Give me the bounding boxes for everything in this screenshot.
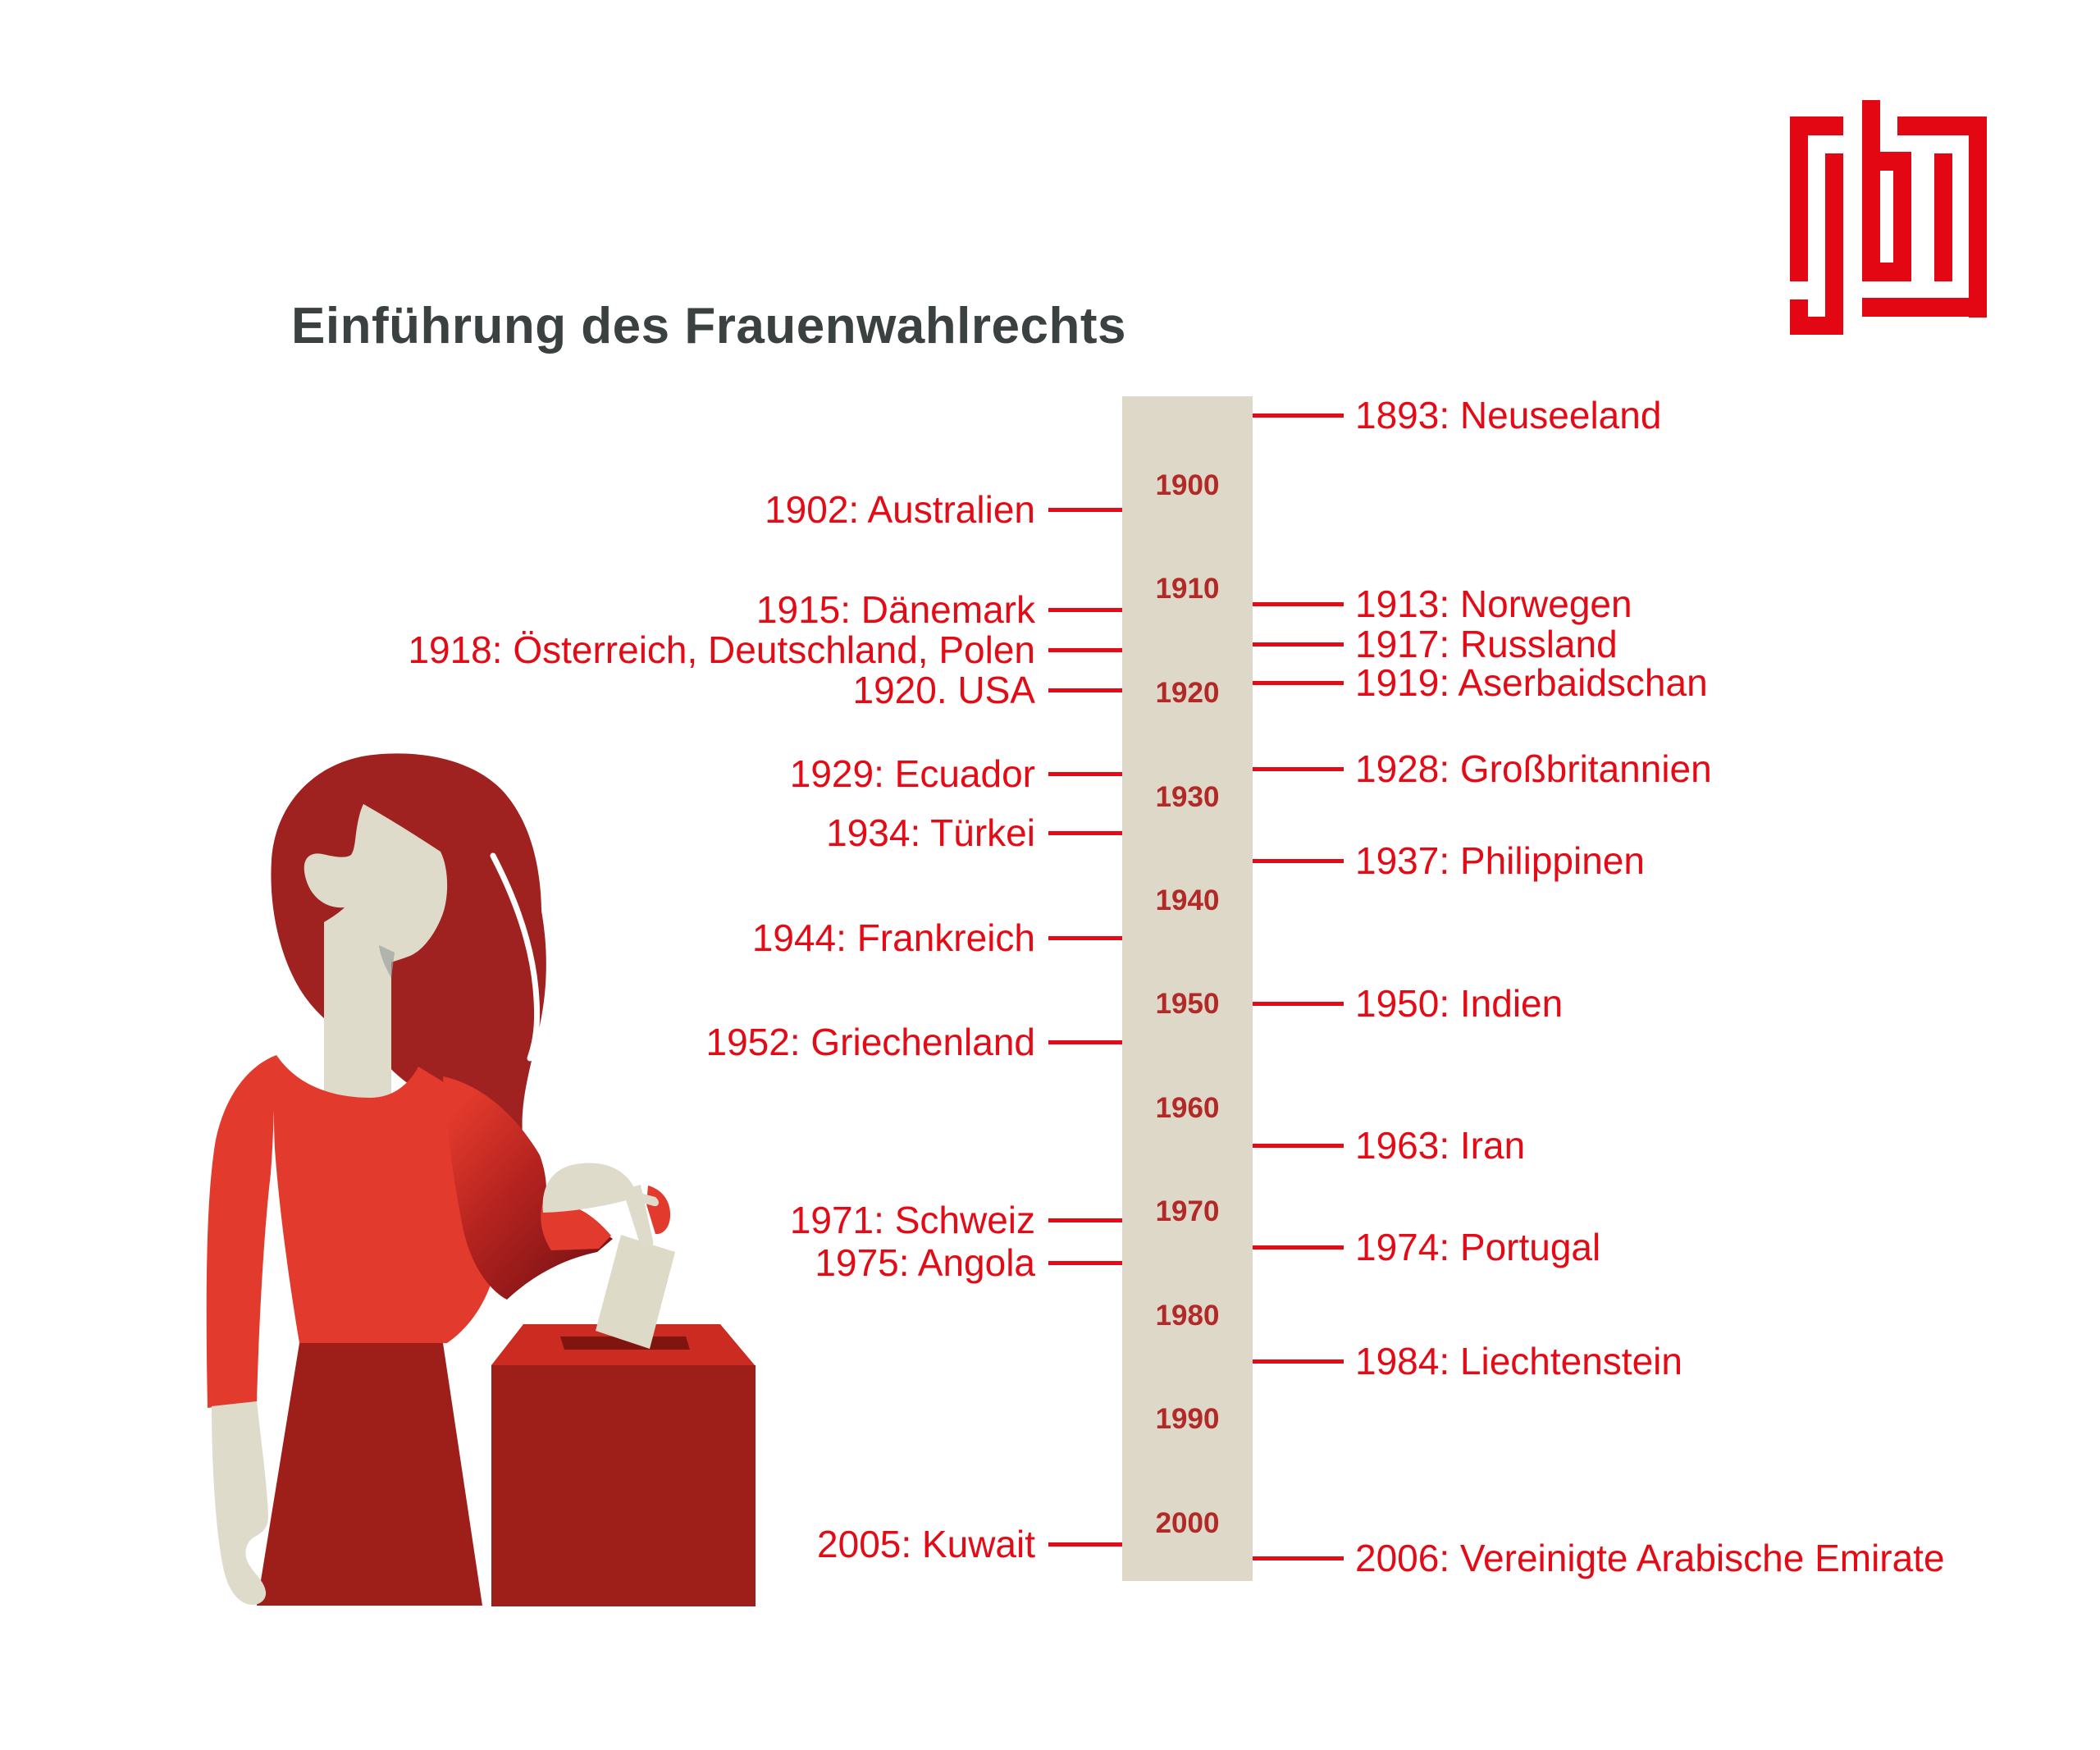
tick-2006 <box>1253 1556 1344 1560</box>
tick-1934 <box>1048 831 1122 835</box>
decade-label-1950: 1950 <box>1155 988 1220 1020</box>
event-label-1919-right: 1919: Aserbaidschan <box>1355 661 1708 704</box>
event-label-1971-left: 1971: Schweiz <box>789 1199 1035 1241</box>
event-label-1918-left: 1918: Österreich, Deutschland, Polen <box>408 628 1035 671</box>
decade-label-1910: 1910 <box>1155 573 1220 605</box>
decade-label-1930: 1930 <box>1155 781 1220 813</box>
tick-1902 <box>1048 508 1122 512</box>
event-label-1950-right: 1950: Indien <box>1355 982 1564 1025</box>
tick-1952 <box>1048 1040 1122 1044</box>
tick-1893 <box>1253 414 1344 418</box>
tick-1920 <box>1048 688 1122 692</box>
tick-2005 <box>1048 1542 1122 1547</box>
left-hand-shape <box>212 1401 268 1605</box>
tick-1950 <box>1253 1002 1344 1006</box>
tick-1984 <box>1253 1359 1344 1364</box>
tick-1974 <box>1253 1245 1344 1250</box>
tick-1937 <box>1253 859 1344 863</box>
decade-label-1980: 1980 <box>1155 1300 1220 1332</box>
event-label-1915-left: 1915: Dänemark <box>756 588 1035 631</box>
left-sleeve-shape <box>207 1055 276 1408</box>
skirt-shape <box>257 1343 482 1606</box>
event-label-1929-left: 1929: Ecuador <box>789 752 1035 795</box>
tick-1913 <box>1253 602 1344 606</box>
event-label-1975-left: 1975: Angola <box>815 1241 1035 1284</box>
event-label-1944-left: 1944: Frankreich <box>751 916 1035 959</box>
decade-label-1960: 1960 <box>1155 1092 1220 1124</box>
event-label-1937-right: 1937: Philippinen <box>1355 839 1645 882</box>
decade-label-1970: 1970 <box>1155 1195 1220 1227</box>
event-label-2005-left: 2005: Kuwait <box>817 1523 1035 1565</box>
tick-1918 <box>1048 648 1122 652</box>
woman-voting-illustration <box>197 747 771 1616</box>
decade-label-2000: 2000 <box>1155 1507 1220 1539</box>
event-label-1984-right: 1984: Liechtenstein <box>1355 1340 1682 1382</box>
event-label-1913-right: 1913: Norwegen <box>1355 583 1632 625</box>
page-title: Einführung des Frauenwahlrechts <box>291 298 1126 354</box>
event-label-1920-left: 1920. USA <box>852 669 1035 711</box>
tick-1915 <box>1048 608 1122 612</box>
tick-1975 <box>1048 1261 1122 1265</box>
tick-1917 <box>1253 642 1344 647</box>
decade-label-1940: 1940 <box>1155 884 1220 916</box>
event-label-1952-left: 1952: Griechenland <box>705 1021 1035 1063</box>
tick-1971 <box>1048 1218 1122 1222</box>
event-label-1902-left: 1902: Australien <box>765 488 1035 531</box>
event-label-1963-right: 1963: Iran <box>1355 1124 1526 1167</box>
decade-label-1920: 1920 <box>1155 677 1220 709</box>
event-label-2006-right: 2006: Vereinigte Arabische Emirate <box>1355 1537 1945 1579</box>
tick-1919 <box>1253 681 1344 685</box>
event-label-1917-right: 1917: Russland <box>1355 623 1618 665</box>
event-label-1934-left: 1934: Türkei <box>826 811 1035 854</box>
tick-1963 <box>1253 1144 1344 1148</box>
event-label-1928-right: 1928: Großbritannien <box>1355 747 1712 790</box>
jb-logo-icon <box>1780 90 2010 336</box>
ballot-box-front <box>491 1365 756 1606</box>
tick-1944 <box>1048 936 1122 940</box>
decade-label-1900: 1900 <box>1155 469 1220 501</box>
tick-1928 <box>1253 767 1344 771</box>
tick-1929 <box>1048 772 1122 776</box>
thumb-red-shape <box>646 1186 670 1234</box>
event-label-1893-right: 1893: Neuseeland <box>1355 394 1662 436</box>
event-label-1974-right: 1974: Portugal <box>1355 1226 1601 1268</box>
decade-label-1990: 1990 <box>1155 1403 1220 1435</box>
